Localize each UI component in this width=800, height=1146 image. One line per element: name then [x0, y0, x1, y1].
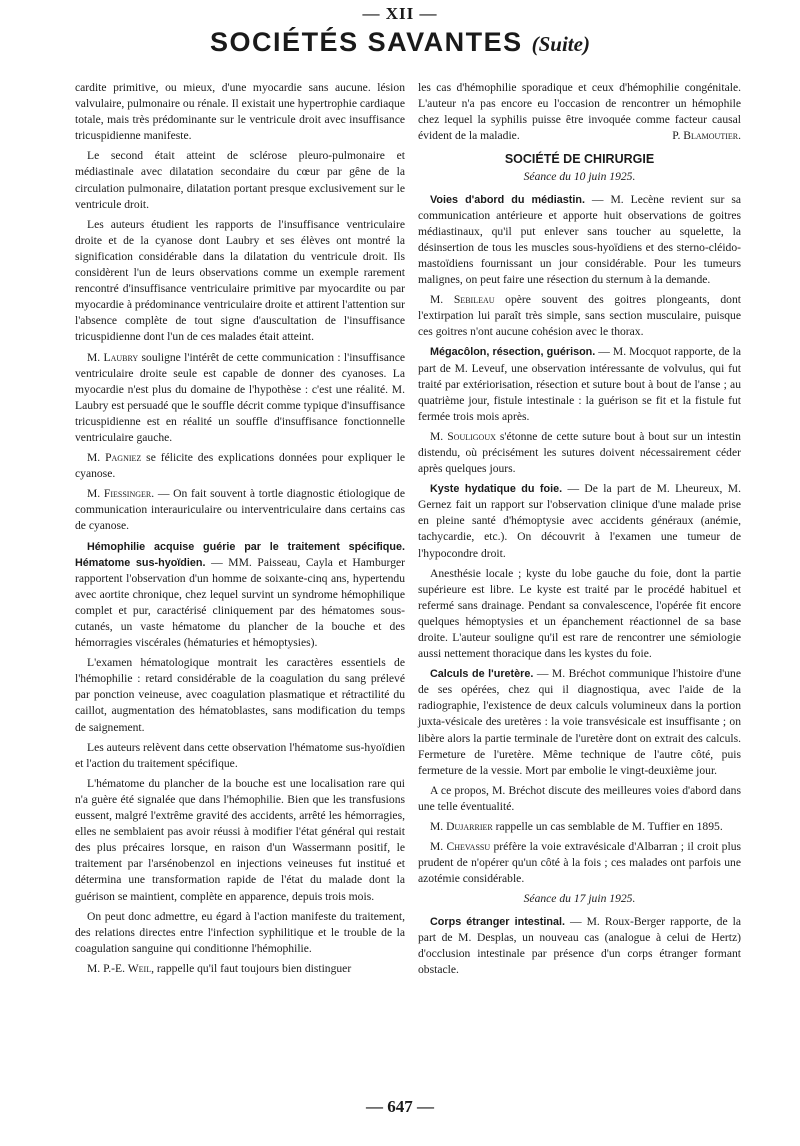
author-name: M. Souligoux	[430, 429, 496, 443]
author-name: M. P.-E. Weil	[87, 961, 152, 975]
paragraph: On peut donc admettre, eu égard à l'action manifeste du traitement, des relations directes entre l'infection syphilitique et le trouble de la coagulation sanguine qui conditionne l'hémophilie.	[75, 909, 405, 955]
topic-heading: Mégacôlon, résection, guérison.	[430, 346, 596, 359]
paragraph	[75, 350, 405, 447]
author-name: M. Laubry	[87, 350, 139, 364]
paragraph-text: — On fait souvent à tortle diagnostic étiologique de communication interauriculaire ou interventriculaire dans certains cas de cyanose.	[75, 487, 405, 533]
paragraph: Les auteurs relèvent dans cette observation l'hématome sus-hyoïdien et l'action du traitement spécifique.	[75, 740, 405, 770]
topic-heading: Kyste hydatique du foie.	[430, 483, 563, 496]
session-date: Séance du 17 juin 1925.	[523, 892, 636, 906]
header-title: SOCIÉTÉS SAVANTES	[210, 27, 523, 57]
paragraph-text: — M. Mocquot rapporte, de la part de M. Leveuf, une observation intéressante de volvulus, qui fut traité par extériorisation, résection et suture bout à bout de l'anse ; au quatrième jour, fistule intestinale : la guérison se fit et la fistule fut fermée trois mois après.	[418, 345, 741, 423]
paragraph: A ce propos, M. Bréchot discute des meilleures voies d'abord dans une telle éventualité.	[418, 783, 741, 813]
author-name: M. Sebileau	[430, 293, 495, 307]
paragraph	[418, 344, 741, 424]
paragraph	[418, 292, 741, 340]
paragraph	[418, 481, 741, 561]
paragraph-text: — MM. Paisseau, Cayla et Hamburger rapportent l'observation d'un homme de soixante-cinq ans, hypertendu avec aortite chronique, chez lequel survint un syndrome hémophilique complet et pur, caractérisé cliniquement par des hématomes sous-cutanés, un vaste hématome du plancher de la bouche et des hémorragies viscérales (hématuries et hémoptysies).	[75, 555, 405, 650]
paragraph-text: — M. Bréchot communique l'histoire d'une de ses opérées, chez qui il diagnostiqua, avec l'aide de la radiographie, l'existence de deux calculs volumineux dans la portion juxta-vésicale des uretères : la voie transvésicale est insuffisante ; on libère alors la partie terminale de l'uretère dont on extrait des calculs. Fermeture de l'uretère. Même technique de l'autre côté, puis fermeture de la vessie. Mort par embolie le vingt-deuxième jour.	[418, 667, 741, 777]
paragraph-text: opère souvent des goitres plongeants, dont l'extirpation lui paraît très simple, sans section musculaire, puisque ces goitres n'ont aucune cohésion avec le thorax.	[418, 293, 741, 339]
paragraph-text: — De la part de M. Lheureux, M. Gernez fait un rapport sur l'observation clinique d'une malade prise en pleine santé d'hémoptysie avec accidents généraux (anémie, tachycardie, etc.). On découvrit à l'examen une tumeur de l'hypocondre droit.	[418, 482, 742, 560]
paragraph	[418, 914, 741, 978]
paragraph: cardite primitive, ou mieux, d'une myocardie sans aucune. lésion valvulaire, pulmonaire ou rénale. Il existait une hypertrophie cardiaque totale, mais très prédominante sur le ventricule droit avec insuffisance tricuspidienne manifeste.	[75, 81, 405, 143]
paragraph-text: , rappelle qu'il faut toujours bien distinguer	[151, 961, 352, 975]
right-column	[418, 80, 741, 982]
paragraph	[75, 539, 405, 652]
author-name: M. Pagniez	[87, 451, 142, 465]
topic-heading: Calculs de l'uretère.	[430, 668, 534, 681]
paragraph	[75, 486, 405, 534]
paragraph-text: s'étonne de cette suture bout à bout sur un intestin distendu, où précisément les sutures doivent nécessairement céder après quelques jours.	[418, 429, 741, 476]
topic-heading: Corps étranger intestinal.	[430, 915, 566, 928]
paragraph-text: souligne l'intérêt de cette communication : l'insuffisance ventriculaire droite seule est capable de donner des cyanoses. La myocardie n'est plus du domaine de l'hypothèse : c'est une réalité. M. Laubry est persuadé que le souffle décrit comme typique d'insuffisance tricuspidienne est en réalité un souffle d'insuffisance fonctionnelle ventriculaire gauche.	[75, 350, 406, 444]
paragraph	[418, 839, 741, 887]
header-suite: (Suite)	[531, 32, 590, 56]
paragraph	[418, 192, 741, 289]
paragraph-text: se félicite des explications données pour expliquer le cyanose.	[75, 451, 405, 481]
paragraph	[418, 666, 741, 779]
author-name: M. Chevassu	[430, 840, 491, 854]
paragraph: L'hématome du plancher de la bouche est une localisation rare qui n'a guère été signalée que dans l'hémophilie. Bien que les transfusions eussent, malgré l'extrême gravité des accidents, arrêté les hémorragies, elles ne semblaient pas avoir réussi à modifier l'état général qui restait des plus précaires lorsque, en raison d'un Wassermann positif, le traitement par l'arsénobenzol en injections veineuses fut institué et détermina une transformation rapide de l'état du malade dont la guérison se maintient, complète en apparence, depuis trois mois.	[75, 776, 405, 903]
author-name: M. Fiessinger.	[87, 487, 155, 501]
paragraph: L'examen hématologique montrait les caractères essentiels de l'hémophilie : retard considérable de la coagulation du sang prélevé par ponction veineuse, avec coagulation plasmatique et rétractilité du caillot, augmentation des hématoblastes, sans modification du temps de saignement.	[75, 656, 405, 734]
paragraph-text: — M. Roux-Berger rapporte, de la part de M. Desplas, un nouveau cas (analogue à celui de Hertz) d'occlusion intestinale par présence d'un corps étranger formant obstacle.	[418, 914, 742, 976]
topic-heading: Hémophilie acquise guérie par le traitement spécifique. Hématome sus-hyoïdien.	[75, 540, 405, 569]
session-date: Séance du 10 juin 1925.	[523, 170, 636, 184]
page-header	[0, 27, 800, 58]
section-title: SOCIÉTÉ DE CHIRURGIE	[504, 152, 655, 167]
paragraph-text: rappelle un cas semblable de M. Tuffier en 1895.	[492, 820, 723, 834]
paragraph: Anesthésie locale ; kyste du lobe gauche du foie, dont la partie supérieure est libre. Le kyste est traité par le procédé habituel et refermé sans drainage. Pendant sa convalescence, l'opérée fit encore quelques hémoptysies et un épanchement réactionnel de sa base droite. L'auteur souligne qu'il est rare de rencontrer une sémiologie aussi nettement thoracique dans les kystes du foie.	[418, 566, 741, 661]
paragraph: Les auteurs étudient les rapports de l'insuffisance ventriculaire droite et de la cyanose dont Laubry et ses élèves ont montré la signification considérable dans la dilatation du ventricule droit. Ils considèrent l'un de leurs observations comme un exemple rarement rencontré d'insuffisance ventriculaire primitive par myocardite ou par myocardie à prédominance ventriculaire droite et attirent l'attention sur l'absence complète de tout signe d'auscultation de l'insuffisance tricuspidienne dont l'un de ces malades était atteint.	[75, 217, 405, 344]
paragraph	[75, 961, 405, 977]
paragraph-text: les cas d'hémophilie sporadique et ceux d'hémophilie congénitale. L'auteur n'a pas encore eu l'occasion de rencontrer un hémophile chez lequel la syphilis puisse être invoquée comme facteur causal évident de la maladie.	[418, 81, 741, 143]
paragraph	[75, 450, 405, 482]
page-number-bottom: — 647 —	[366, 1097, 434, 1116]
left-column	[75, 80, 405, 981]
signature: P. Blamoutier.	[672, 129, 741, 143]
paragraph	[418, 429, 741, 477]
paragraph	[418, 80, 741, 144]
paragraph: Le second était atteint de sclérose pleuro-pulmonaire et médiastinale avec dilatation secondaire du cœur par gêne de la circulation pulmonaire, dilatation portant presque exclusivement sur le ventricule droit.	[75, 149, 405, 211]
paragraph	[418, 819, 741, 835]
paragraph-text: — M. Lecène revient sur sa communication antérieure et apporte huit observations de goitres médiastinaux, qu'il put enlever sans toucher au squelette, la désinsertion de tous les muscles sous-hyoïdiens et des sterno-cléido-mastoïdiens fournissant un jour considérable. Pour les tumeurs malignes, on peut faire une résection du sternum à la demande.	[418, 192, 742, 287]
page-number-top: — XII —	[362, 4, 438, 23]
author-name: M. Dujarrier	[430, 820, 493, 834]
paragraph-text: préfère la voie extravésicale d'Albarran ; il croit plus prudent de n'opérer qu'un côté à la fois ; ces malades ont parfois une azotémie considérable.	[418, 840, 742, 886]
topic-heading: Voies d'abord du médiastin.	[430, 193, 585, 206]
